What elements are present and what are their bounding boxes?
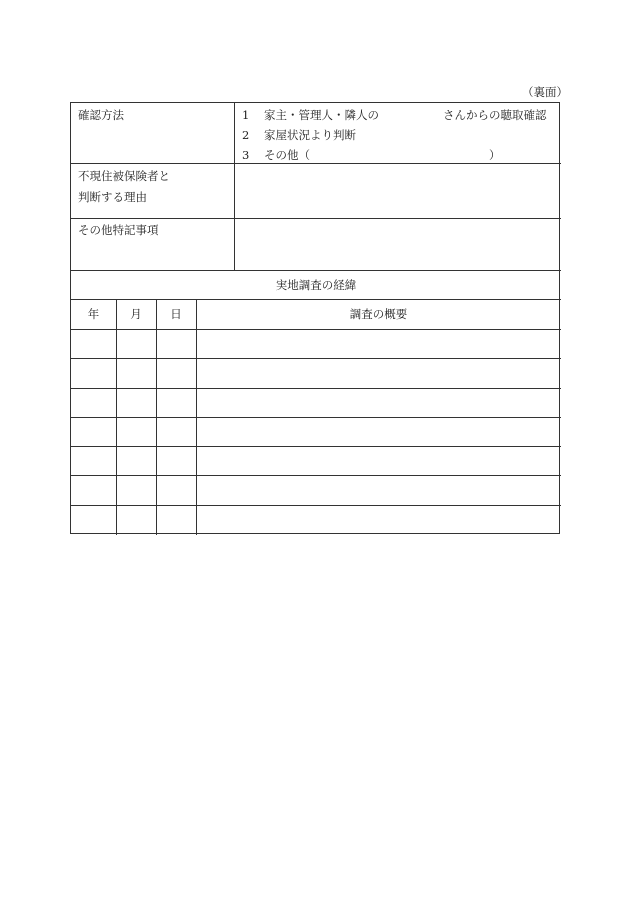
divider <box>71 446 561 447</box>
confirm-option-1-num: 1 <box>242 108 250 122</box>
divider <box>71 329 561 330</box>
header-year: 年 <box>87 307 100 321</box>
confirm-option-3-text: その他（ <box>264 148 310 162</box>
reason-value[interactable] <box>242 169 552 213</box>
confirm-option-3-close: ） <box>489 148 501 162</box>
notes-value[interactable] <box>242 223 552 265</box>
reason-label-line2: 判断する理由 <box>78 190 147 204</box>
divider <box>71 475 561 476</box>
header-month: 月 <box>130 307 142 321</box>
confirm-option-2-text: 家屋状況より判断 <box>264 128 356 142</box>
divider <box>196 299 197 535</box>
header-day: 日 <box>170 307 182 321</box>
divider <box>71 388 561 389</box>
confirm-option-3-num: 3 <box>242 148 250 162</box>
investigation-form <box>70 102 560 534</box>
notes-label: その他特記事項 <box>78 223 159 237</box>
divider <box>116 299 117 535</box>
divider <box>71 417 561 418</box>
header-summary: 調査の概要 <box>349 307 408 321</box>
confirm-option-2-num: 2 <box>242 128 250 142</box>
investigation-title: 実地調査の経緯 <box>275 278 357 292</box>
divider <box>156 299 157 535</box>
divider <box>71 218 561 219</box>
divider <box>71 505 561 506</box>
divider <box>71 299 561 300</box>
confirm-option-1-text: 家主・管理人・隣人の <box>264 108 379 122</box>
page-side-label: （裏面） <box>522 85 568 99</box>
divider <box>71 358 561 359</box>
confirm-option-1-suffix: さんからの聴取確認 <box>443 108 547 122</box>
divider <box>71 270 561 271</box>
divider <box>71 163 561 164</box>
confirm-method-label: 確認方法 <box>78 108 124 122</box>
divider <box>234 103 235 270</box>
reason-label-line1: 不現住被保険者と <box>78 169 170 183</box>
